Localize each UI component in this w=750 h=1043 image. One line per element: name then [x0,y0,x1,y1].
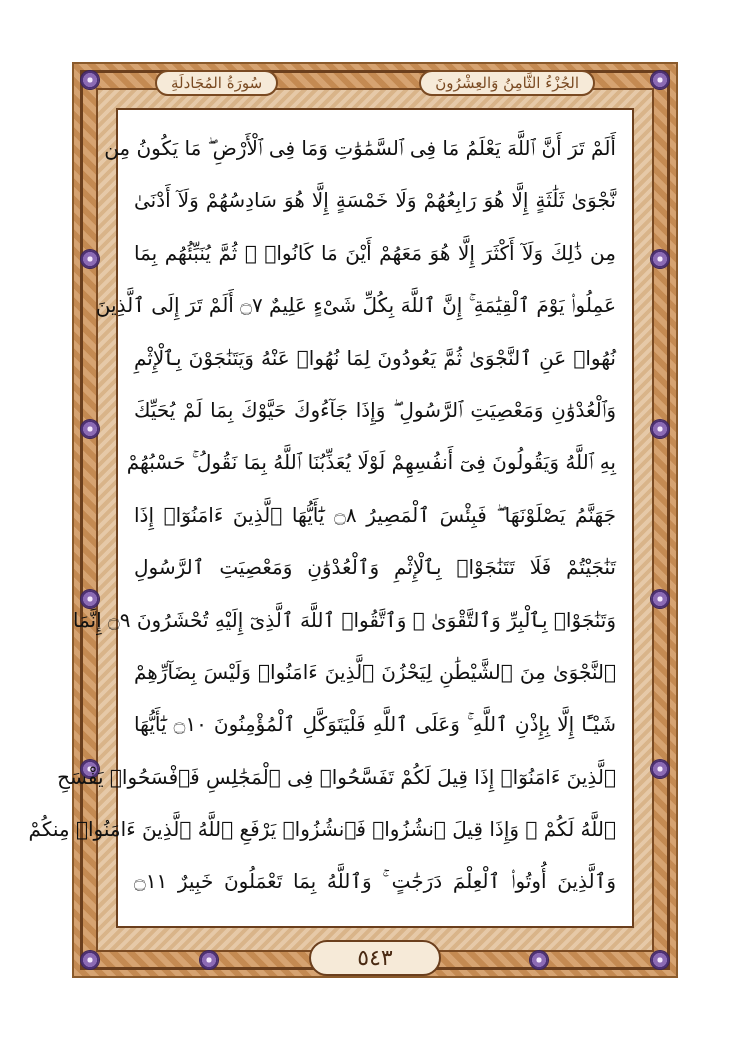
flower-ornament-icon [651,250,669,268]
text-line-13: ٱلَّذِينَ ءَامَنُوٓا۟ إِذَا قِيلَ لَكُمْ تَفَسَّحُوا۟ فِى ٱلْمَجَٰلِسِ فَٱفْسَحُوا۟ يَفْسَحِ [57,764,616,789]
flower-ornament-icon [651,760,669,778]
text-line-8: جَهَنَّمُ يَصْلَوْنَهَا ۖ فَبِئْسَ ٱلْمَصِيرُ ۝٨ يَٰٓأَيُّهَا ٱلَّذِينَ ءَامَنُوٓا۟ إِذَا [134,502,616,527]
flower-ornament-icon [651,951,669,969]
text-line-10: وَتَنَٰجَوْا۟ بِٱلْبِرِّ وَٱلتَّقْوَىٰ ۖ وَٱتَّقُوا۟ ٱللَّهَ ٱلَّذِىٓ إِلَيْهِ تُحْشَرُونَ ۝٩ إِنَّمَا [72,607,616,632]
flower-ornament-icon [651,420,669,438]
surah-title: سُورَةُ المُجَادلَةِ [155,70,278,96]
text-line-12: شَيْـًٔا إِلَّا بِإِذْنِ ٱللَّهِ ۚ وَعَلَى ٱللَّهِ فَلْيَتَوَكَّلِ ٱلْمُؤْمِنُونَ ۝١٠ يَٰٓأَيُّهَا [134,712,616,737]
page-header [155,66,595,100]
text-line-2: نَّجْوَىٰ ثَلَٰثَةٍ إِلَّا هُوَ رَابِعُهُمْ وَلَا خَمْسَةٍ إِلَّا هُوَ سَادِسُهُمْ وَلَآ أَدْنَىٰ [134,188,616,213]
text-line-15: وَٱلَّذِينَ أُوتُوا۟ ٱلْعِلْمَ دَرَجَٰتٍ ۚ وَٱللَّهُ بِمَا تَعْمَلُونَ خَبِيرٌ ۝١١ [134,869,616,894]
quran-text-panel [28,108,634,928]
text-line-3: مِن ذَٰلِكَ وَلَآ أَكْثَرَ إِلَّا هُوَ مَعَهُمْ أَيْنَ مَا كَانُوا۟ ۖ ثُمَّ يُنَبِّئُهُم بِمَا [134,240,616,265]
text-line-14: ٱللَّهُ لَكُمْ ۖ وَإِذَا قِيلَ ٱنشُزُوا۟ فَٱنشُزُوا۟ يَرْفَعِ ٱللَّهُ ٱلَّذِينَ ءَامَنُوا۟ مِنكُمْ [28,817,616,842]
flower-ornament-icon [530,951,548,969]
flower-ornament-icon [81,951,99,969]
text-line-4: عَمِلُوا۟ يَوْمَ ٱلْقِيَٰمَةِ ۚ إِنَّ ٱللَّهَ بِكُلِّ شَىْءٍ عَلِيمٌ ۝٧ أَلَمْ تَرَ إِلَى ٱلَّذِينَ [95,293,616,318]
text-line-7: بِهِ ٱللَّهُ وَيَقُولُونَ فِىٓ أَنفُسِهِمْ لَوْلَا يُعَذِّبُنَا ٱللَّهُ بِمَا نَقُولُ ۚ حَسْبُهُمْ [126,450,616,475]
flower-ornament-icon [651,71,669,89]
flower-ornament-icon [200,951,218,969]
text-line-6: وَٱلْعُدْوَٰنِ وَمَعْصِيَتِ ٱلرَّسُولِ ۖ وَإِذَا جَآءُوكَ حَيَّوْكَ بِمَا لَمْ يُحَيِّكَ [134,397,616,422]
juz-title: الجُزْءُ الثَّامِنُ وَالعِشْرُونَ [419,70,595,96]
text-line-9: تَنَٰجَيْتُمْ فَلَا تَتَنَٰجَوْا۟ بِٱلْإِثْمِ وَٱلْعُدْوَٰنِ وَمَعْصِيَتِ ٱلرَّسُولِ [134,555,616,580]
flower-ornament-icon [81,71,99,89]
flower-ornament-icon [81,250,99,268]
flower-ornament-icon [651,590,669,608]
text-line-11: ٱلنَّجْوَىٰ مِنَ ٱلشَّيْطَٰنِ لِيَحْزُنَ ٱلَّذِينَ ءَامَنُوا۟ وَلَيْسَ بِضَآرِّهِمْ [134,659,616,684]
text-line-5: نُهُوا۟ عَنِ ٱلنَّجْوَىٰ ثُمَّ يَعُودُونَ لِمَا نُهُوا۟ عَنْهُ وَيَتَنَٰجَوْنَ بِٱلْإِثْمِ [134,345,616,370]
text-line-1: أَلَمْ تَرَ أَنَّ ٱللَّهَ يَعْلَمُ مَا فِى ٱلسَّمَٰوَٰتِ وَمَا فِى ٱلْأَرْضِ ۖ مَا يَكُونُ مِن [104,136,616,160]
flower-ornament-icon [81,420,99,438]
page-number: ٥٤٣ [309,940,441,976]
